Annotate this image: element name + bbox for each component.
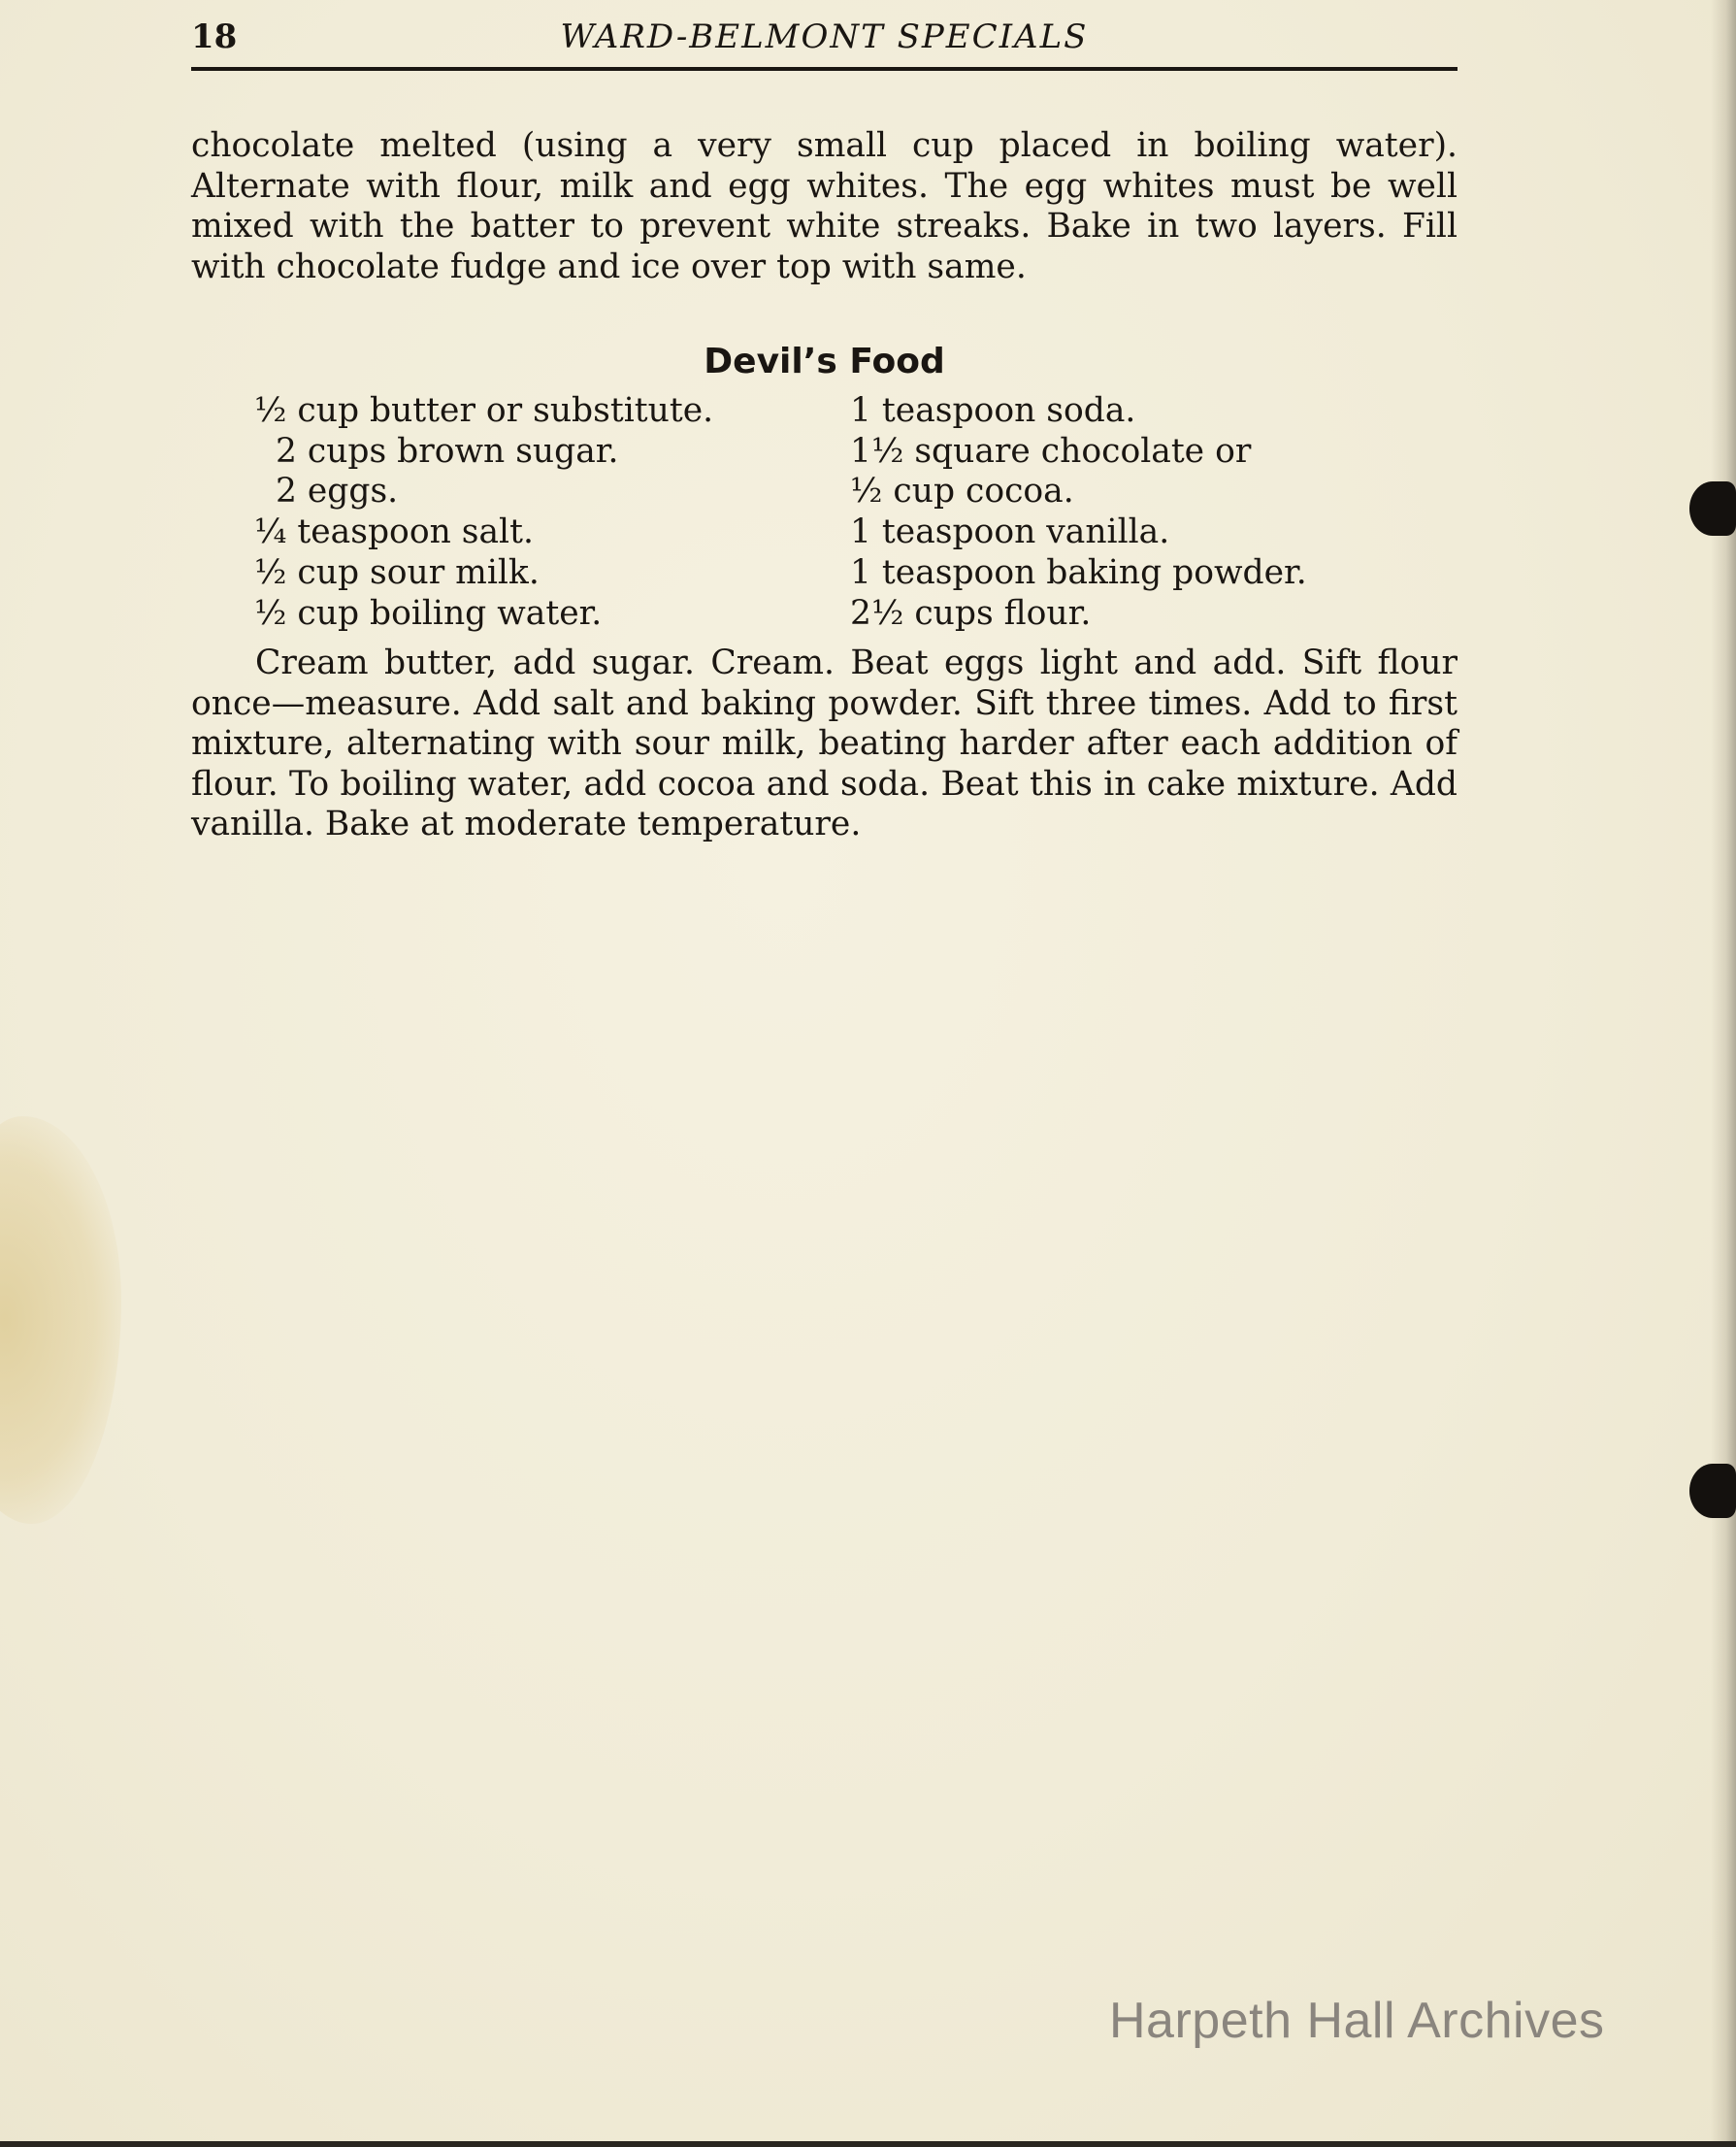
intro-paragraph: chocolate melted (using a very small cup placed in boiling water). Alternate with flour, milk and egg whites. The egg whites must be well mixed with the batter to prevent white streaks. Bake in two layers. Fill with chocolate fudge and ice over top with same. xyxy=(191,126,1458,286)
running-head xyxy=(191,17,1458,60)
page-number: 18 xyxy=(191,17,238,56)
book-title: WARD-BELMONT SPECIALS xyxy=(560,17,1089,56)
ingredient-line: ½ cup boiling water. xyxy=(254,593,603,633)
ingredient-line: 2 eggs. xyxy=(254,472,399,512)
binding-hole-top xyxy=(1689,481,1736,536)
ingredient-line: 1½ square chocolate or xyxy=(850,431,1252,471)
recipe-title: Devil’s Food xyxy=(704,342,945,381)
ingredient-line: ¼ teaspoon salt. xyxy=(254,512,534,552)
archive-watermark: Harpeth Hall Archives xyxy=(1109,1993,1605,2049)
ingredient-line: 1 teaspoon soda. xyxy=(850,391,1136,430)
ingredients-right-column xyxy=(850,391,1471,634)
ingredient-line: 1 teaspoon baking powder. xyxy=(850,552,1307,592)
water-stain xyxy=(0,1116,121,1524)
ingredient-line: ½ cup butter or substitute. xyxy=(254,391,714,430)
ingredients-left-column xyxy=(254,391,836,634)
binding-hole-bottom xyxy=(1689,1464,1736,1518)
ingredient-line: 1 teaspoon vanilla. xyxy=(850,512,1170,552)
page-bottom-edge xyxy=(0,2141,1736,2147)
ingredient-line: ½ cup sour milk. xyxy=(254,552,540,592)
ingredient-line: 2 cups brown sugar. xyxy=(254,431,619,471)
ingredient-line: ½ cup cocoa. xyxy=(850,472,1074,512)
header-rule xyxy=(191,67,1458,71)
recipe-instructions: Cream butter, add sugar. Cream. Beat eggs light and add. Sift flour once—measure. Add salt and baking powder. Sift three times. Add to first mixture, alternating with sour milk, beating harder after each addition of flour. To boiling water, add cocoa and soda. Beat this in cake mixture. Add vanilla. Bake at moderate temperature. xyxy=(191,644,1458,843)
page-edge-shadow xyxy=(1711,0,1736,2147)
ingredient-line: 2½ cups flour. xyxy=(850,593,1092,633)
